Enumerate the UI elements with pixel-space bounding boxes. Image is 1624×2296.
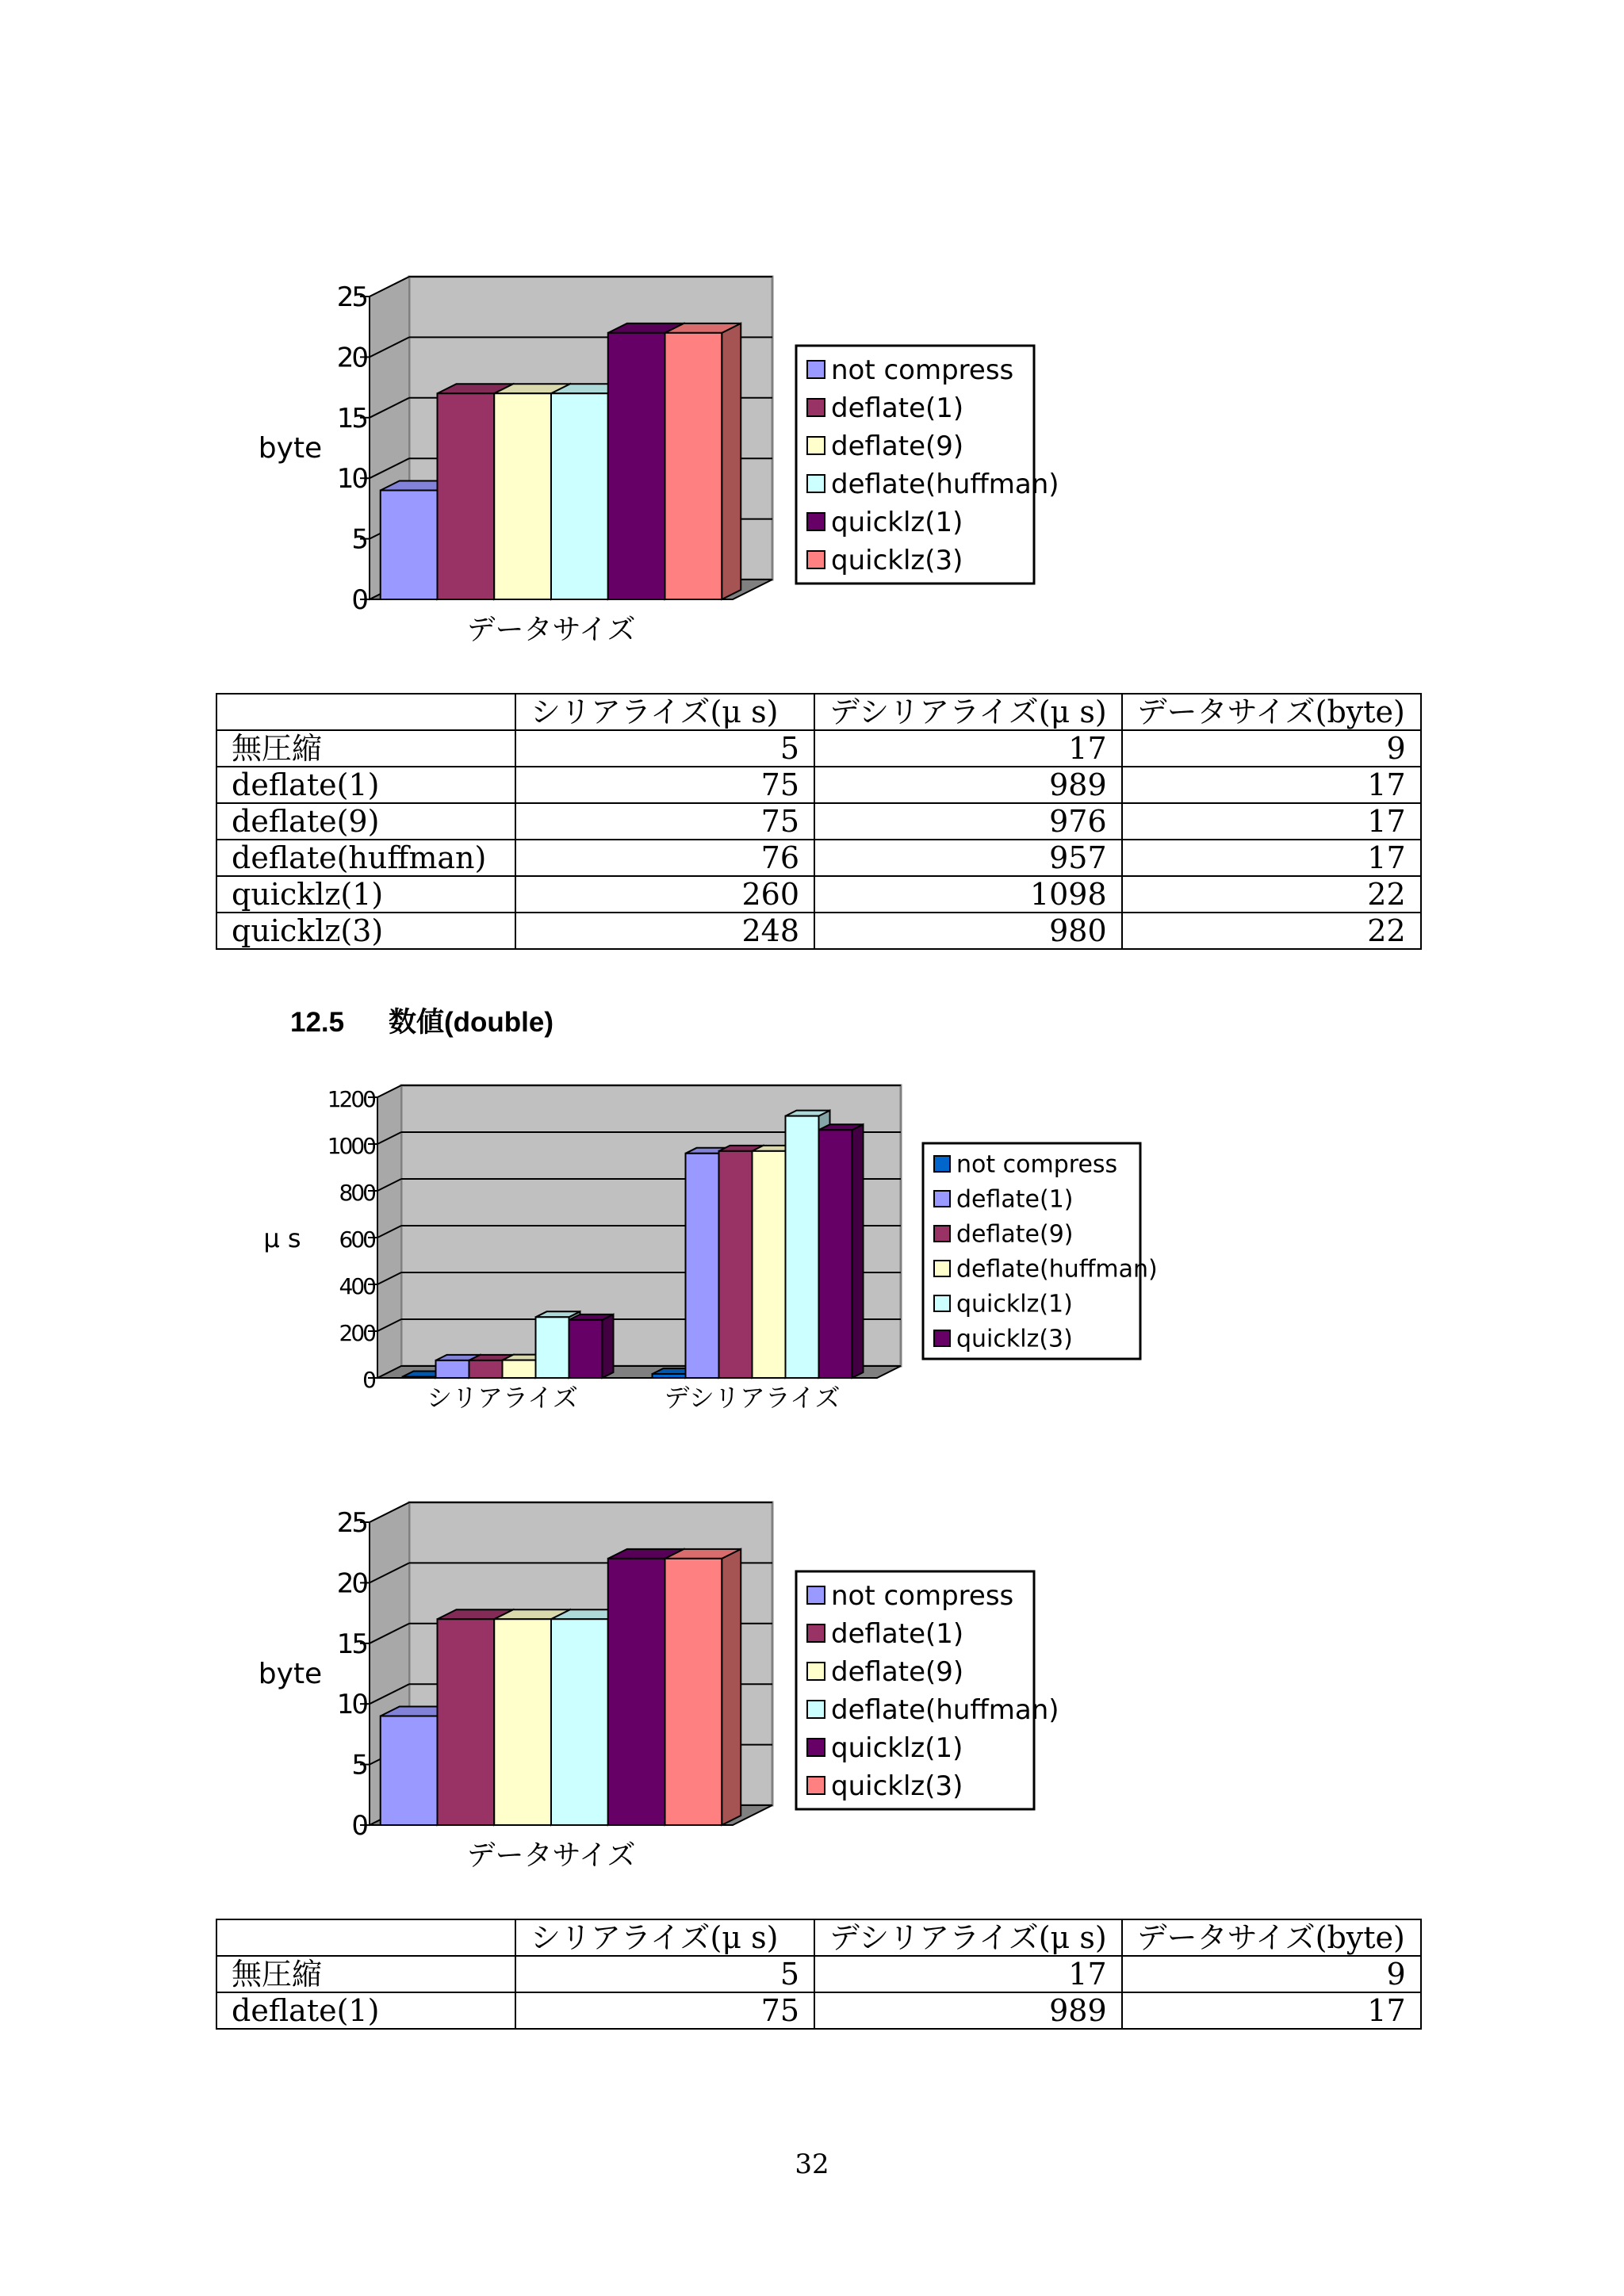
y-tick-label: 600 <box>339 1226 374 1253</box>
y-tick-label: 0 <box>362 1367 374 1393</box>
table-cell: 989 <box>814 767 1122 803</box>
table-cell: 75 <box>515 803 814 840</box>
legend-label: deflate(1) <box>831 1617 964 1650</box>
y-tick-label: 400 <box>339 1273 374 1299</box>
table-cell: 5 <box>515 1956 814 1992</box>
table-cell: 957 <box>814 840 1122 876</box>
bar <box>437 1619 494 1825</box>
section-number: 12.5 <box>290 1007 345 1038</box>
y-axis-label: byte <box>258 432 323 465</box>
y-tick-label: 20 <box>336 342 366 374</box>
y-tick-label: 15 <box>336 1628 366 1660</box>
bar <box>665 1559 722 1825</box>
y-tick-label: 15 <box>336 402 366 434</box>
table-header-cell: デシリアライズ(μ s) <box>814 1919 1122 1956</box>
table-cell: 75 <box>515 1992 814 2029</box>
y-tick-label: 200 <box>339 1320 374 1346</box>
table-cell: 248 <box>515 913 814 949</box>
legend-label: quicklz(1) <box>831 1732 963 1764</box>
y-axis-label: byte <box>258 1658 323 1690</box>
table-cell: 989 <box>814 1992 1122 2029</box>
table-cell: 980 <box>814 913 1122 949</box>
legend-label: quicklz(3) <box>831 1770 963 1802</box>
y-axis-label: μ s <box>263 1223 301 1253</box>
results-table-2 <box>216 1919 1422 2030</box>
legend-swatch <box>807 1624 825 1642</box>
table-row-label: 無圧縮 <box>216 730 515 767</box>
bar <box>551 1619 608 1825</box>
y-tick-label: 1200 <box>327 1086 374 1112</box>
table-cell: 17 <box>1122 840 1421 876</box>
table-cell: 17 <box>1122 1992 1421 2029</box>
page-number: 32 <box>795 2149 829 2180</box>
table-header-cell: デシリアライズ(μ s) <box>814 694 1122 730</box>
table-row-label: deflate(1) <box>216 1992 515 2029</box>
legend-label: deflate(huffman) <box>831 1693 1059 1726</box>
table-header-cell: シリアライズ(μ s) <box>515 1919 814 1956</box>
table-row-label: quicklz(1) <box>216 876 515 913</box>
table-cell: 9 <box>1122 1956 1421 1992</box>
table-row-label: deflate(huffman) <box>216 840 515 876</box>
legend-label: quicklz(3) <box>956 1325 1073 1353</box>
table-header-cell: データサイズ(byte) <box>1122 1919 1421 1956</box>
x-category-label: シリアライズ <box>427 1383 578 1413</box>
table-cell: 17 <box>814 730 1122 767</box>
bar <box>608 1559 665 1825</box>
table-cell: 5 <box>515 730 814 767</box>
table-header-cell: データサイズ(byte) <box>1122 694 1421 730</box>
y-tick-label: 800 <box>339 1180 374 1206</box>
y-tick-label: 5 <box>351 1749 366 1781</box>
table-header-cell: シリアライズ(μ s) <box>515 694 814 730</box>
bar <box>381 1716 438 1825</box>
legend-label: not compress <box>956 1150 1118 1179</box>
table-row <box>216 1956 1421 1992</box>
legend-label: not compress <box>831 1579 1014 1612</box>
legend-swatch <box>807 1586 825 1604</box>
bar <box>494 1619 551 1825</box>
table-row <box>216 1992 1421 2029</box>
legend-swatch <box>807 1739 825 1756</box>
table-cell: 976 <box>814 803 1122 840</box>
y-tick-label: 5 <box>351 523 366 556</box>
y-tick-label: 20 <box>336 1567 366 1600</box>
table-cell: 17 <box>1122 803 1421 840</box>
table-header-cell <box>216 1919 515 1956</box>
table-cell: 17 <box>814 1956 1122 1992</box>
table-cell: 1098 <box>814 876 1122 913</box>
y-tick-label: 0 <box>351 584 366 616</box>
legend-label: deflate(9) <box>831 430 964 462</box>
y-tick-label: 0 <box>351 1810 366 1842</box>
legend-label: deflate(1) <box>956 1185 1074 1214</box>
table-cell: 22 <box>1122 913 1421 949</box>
legend-label: deflate(1) <box>831 392 964 424</box>
legend-label: deflate(huffman) <box>831 468 1059 500</box>
x-category-label: データサイズ <box>466 1839 636 1872</box>
legend-label: deflate(9) <box>956 1220 1074 1249</box>
table-cell: 9 <box>1122 730 1421 767</box>
table-row-label: deflate(1) <box>216 767 515 803</box>
y-tick-label: 10 <box>336 1689 366 1721</box>
y-tick-label: 25 <box>336 281 366 313</box>
legend-label: deflate(huffman) <box>956 1255 1158 1284</box>
legend-label: not compress <box>831 354 1014 386</box>
legend-label: quicklz(3) <box>831 544 963 576</box>
table-cell: 75 <box>515 767 814 803</box>
y-tick-label: 10 <box>336 463 366 496</box>
table-cell: 76 <box>515 840 814 876</box>
table-header-row <box>216 1919 1421 1956</box>
legend-swatch <box>807 1777 825 1794</box>
table-cell: 22 <box>1122 876 1421 913</box>
legend-swatch <box>807 1663 825 1680</box>
section-title: 数値(double) <box>389 1007 554 1038</box>
y-tick-label: 25 <box>336 1507 366 1539</box>
table-row-label: 無圧縮 <box>216 1956 515 1992</box>
table-cell: 260 <box>515 876 814 913</box>
x-category-label: データサイズ <box>466 614 636 646</box>
table-row-label: deflate(9) <box>216 803 515 840</box>
bar-side <box>722 1549 741 1825</box>
y-tick-label: 1000 <box>327 1133 374 1159</box>
legend-label: quicklz(1) <box>956 1290 1073 1318</box>
legend-swatch <box>807 1701 825 1718</box>
legend-label: quicklz(1) <box>831 506 963 538</box>
x-category-label: デシリアライズ <box>664 1383 841 1413</box>
table-row-label: quicklz(3) <box>216 913 515 949</box>
legend-label: deflate(9) <box>831 1655 964 1688</box>
table-cell: 17 <box>1122 767 1421 803</box>
